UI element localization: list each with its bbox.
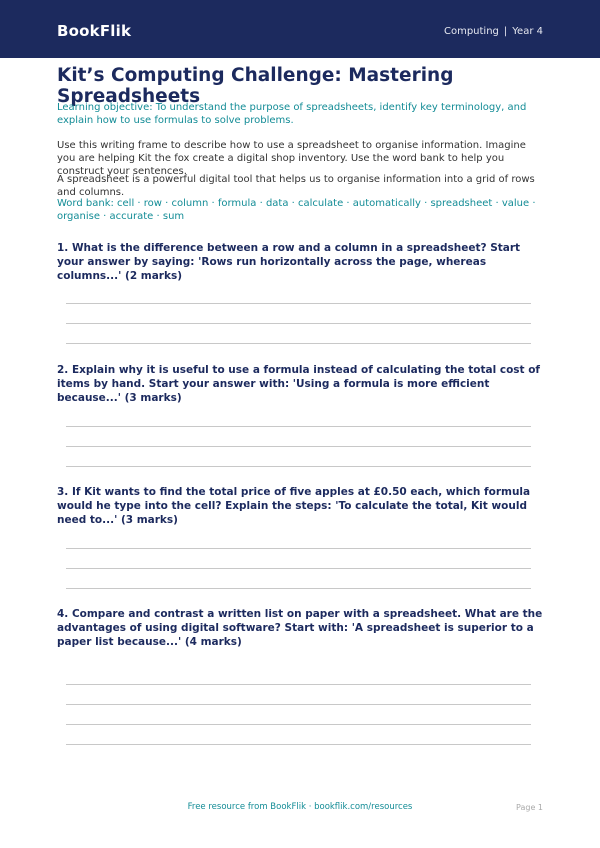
answer-line[interactable] (66, 684, 531, 685)
learning-objective: Learning objective: To understand the purpose of spreadsheets, identify key terminology, and explain how to use formulas to solve problems. (57, 102, 527, 126)
brand-logo: BookFlik (57, 22, 132, 40)
question-4: 4. Compare and contrast a written list on paper with a spreadsheet. What are the advantages of using digital software? Start with: 'A spreadsheet is superior to a paper list because...' (4 marks) (57, 608, 543, 648)
year-label: Year 4 (512, 26, 543, 37)
subject-label: Computing (443, 26, 499, 37)
page-number: Page 1 (516, 803, 543, 812)
question-3: 3. If Kit wants to find the total price of five apples at £0.50 each, which formula would he type into the cell? Explain the steps: 'To calculate the total, Kit would need to...' (3 marks) (57, 486, 531, 526)
page-title: Kit’s Computing Challenge: Mastering Spreadsheets (57, 65, 454, 107)
intro-paragraph: Use this writing frame to describe how to use a spreadsheet to organise information. Imagine you are helping Kit the fox create a digital shop inventory. Use the word bank to help you construct your sentences. (57, 140, 526, 177)
header-bar (0, 0, 600, 58)
footer-text: Free resource from BookFlik · bookflik.com/resources (187, 802, 413, 812)
definition-paragraph: A spreadsheet is a powerful digital tool that helps us to organise information into a grid of rows and columns. (57, 174, 535, 198)
question-1: 1. What is the difference between a row and a column in a spreadsheet? Start your answer by saying: 'Rows run horizontally across the page, whereas columns...' (2 marks) (57, 242, 521, 282)
answer-line[interactable] (66, 323, 531, 324)
answer-line[interactable] (66, 724, 531, 725)
answer-line[interactable] (66, 446, 531, 447)
answer-line[interactable] (66, 568, 531, 569)
answer-line[interactable] (66, 704, 531, 705)
header-separator: | (503, 26, 508, 37)
answer-line[interactable] (66, 303, 531, 304)
answer-line[interactable] (66, 426, 531, 427)
answer-line[interactable] (66, 343, 531, 344)
word-bank: Word bank: cell · row · column · formula · data · calculate · automatically · spreadsheet · value · organise · accurate · sum (57, 198, 536, 222)
answer-line[interactable] (66, 744, 531, 745)
answer-line[interactable] (66, 588, 531, 589)
header-meta (444, 26, 543, 37)
question-2: 2. Explain why it is useful to use a formula instead of calculating the total cost of items by hand. Start your answer with: 'Using a formula is more efficient because...' (3 marks) (57, 364, 540, 404)
answer-line[interactable] (66, 548, 531, 549)
answer-line[interactable] (66, 466, 531, 467)
